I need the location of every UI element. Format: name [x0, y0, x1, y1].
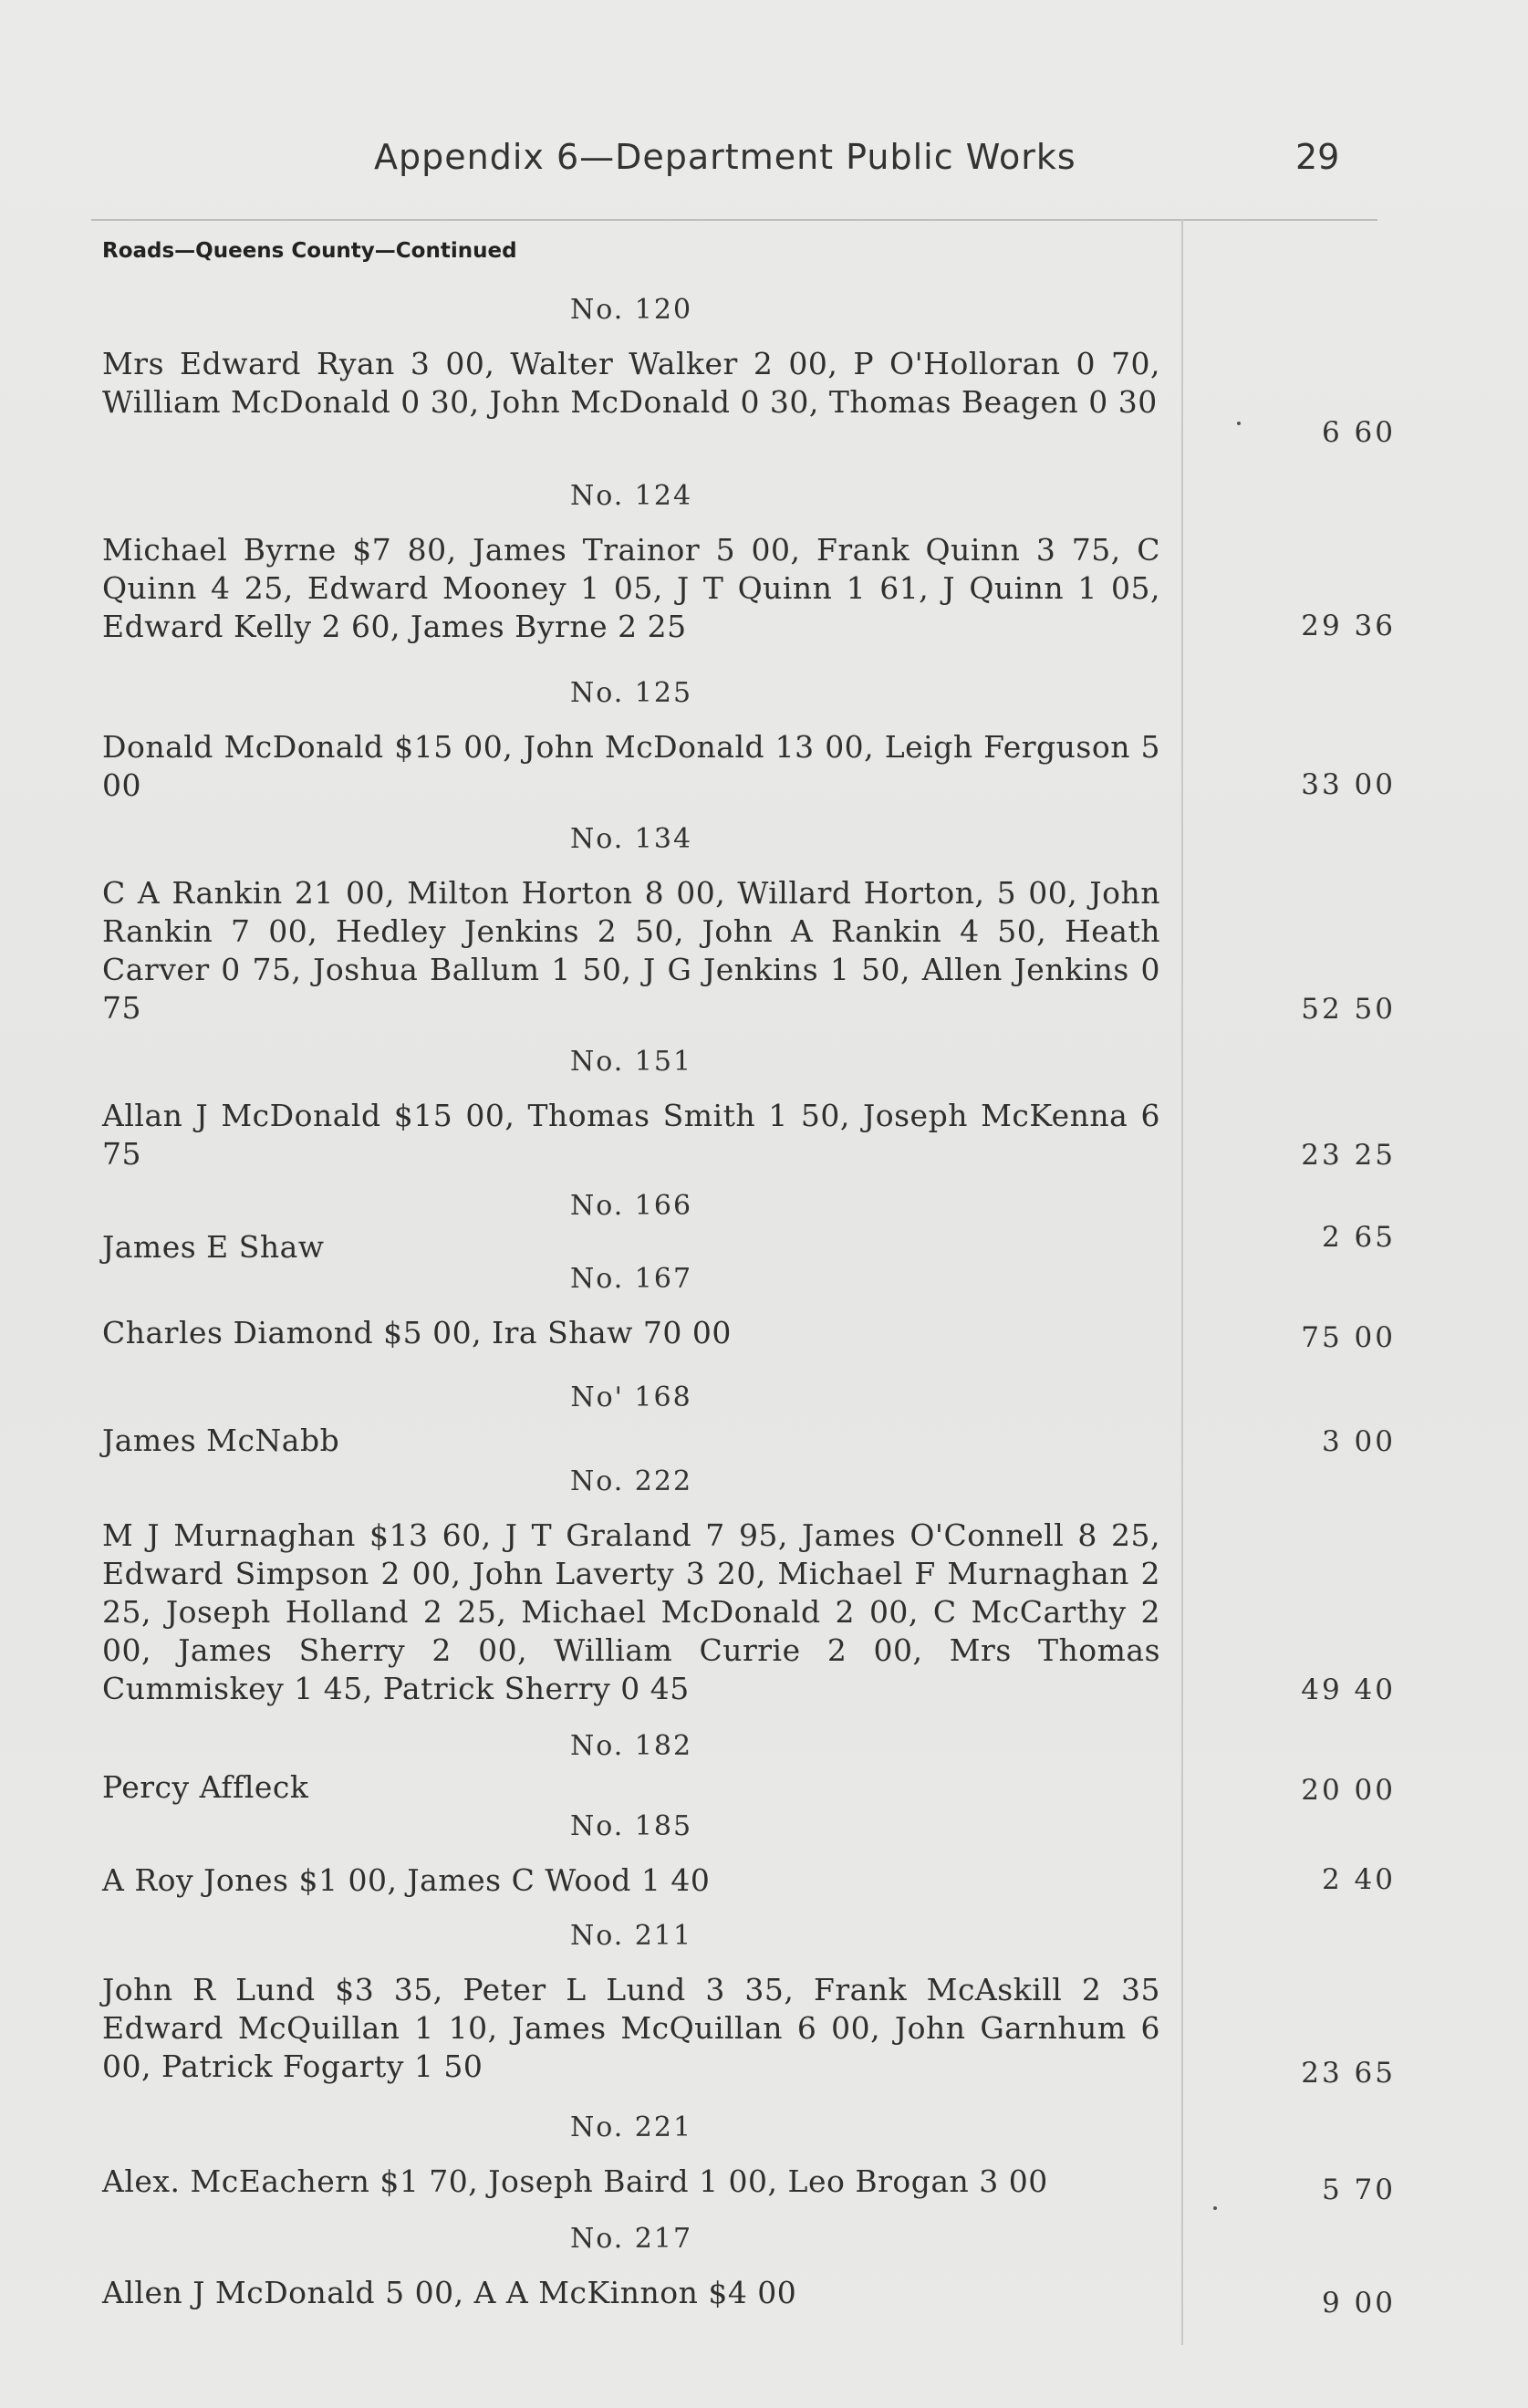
entry-number: No. 221	[569, 2111, 693, 2143]
entry-number: No. 167	[569, 1263, 693, 1295]
entry-text: John R Lund $3 35, Peter L Lund 3 35, Frank McAskill 2 35 Edward McQuillan 1 10, James McQuillan 6 00, John Garnhum 6 00, Patrick Fogarty 1 50	[102, 1972, 1160, 2084]
entry-text: Donald McDonald $15 00, John McDonald 13 00, Leigh Ferguson 5 00	[102, 729, 1160, 803]
entry-185	[102, 1810, 1160, 1900]
entry-text: Allen J McDonald 5 00, A A McKinnon $4 00	[102, 2275, 797, 2310]
entry-amount: 5 70	[1321, 2173, 1396, 2206]
page-header	[0, 137, 1528, 192]
entry-222	[102, 1465, 1160, 1708]
entry-125	[102, 677, 1160, 805]
entry-number: No. 124	[569, 480, 693, 512]
entry-number: No. 120	[569, 294, 693, 326]
entry-text: Charles Diamond $5 00, Ira Shaw 70 00	[102, 1315, 732, 1350]
entry-217	[102, 2223, 1160, 2312]
entry-amount: 33 00	[1301, 768, 1396, 801]
entry-text: Mrs Edward Ryan 3 00, Walter Walker 2 00, P O'Holloran 0 70, William McDonald 0 30, John McDonald 0 30, Thomas Beagen 0 30	[102, 346, 1160, 420]
entry-182	[102, 1730, 1160, 1807]
entry-211	[102, 1920, 1160, 2086]
entry-151	[102, 1046, 1160, 1173]
entry-124	[102, 480, 1160, 646]
entry-amount: 2 40	[1321, 1863, 1396, 1896]
entry-number: No. 217	[569, 2223, 693, 2255]
entry-134	[102, 823, 1160, 1027]
entry-text: Allan J McDonald $15 00, Thomas Smith 1 50, Joseph McKenna 6 75	[102, 1098, 1160, 1172]
entry-number: No' 168	[570, 1381, 692, 1413]
amount-column-rule	[1181, 219, 1183, 2345]
entry-text: Alex. McEachern $1 70, Joseph Baird 1 00, Leo Brogan 3 00	[102, 2163, 1048, 2199]
entry-text: M J Murnaghan $13 60, J T Graland 7 95, James O'Connell 8 25, Edward Simpson 2 00, John Laverty 3 20, Michael F Murnaghan 2 25, Joseph Holland 2 25, Michael McDonald 2 00, C McCarthy 2 00, James Sherry 2 00, William Currie 2 00, Mrs Thomas Cummiskey 1 45, Patrick Sherry 0 45	[102, 1517, 1160, 1706]
entry-amount: 23 65	[1301, 2057, 1396, 2090]
entry-amount: 29 36	[1301, 610, 1396, 642]
entry-amount: 9 00	[1321, 2287, 1396, 2319]
entry-amount: 6 60	[1321, 416, 1396, 449]
entry-amount: 3 00	[1321, 1425, 1396, 1458]
entry-text: James McNabb	[102, 1423, 340, 1458]
entry-text: Michael Byrne $7 80, James Trainor 5 00, Frank Quinn 3 75, C Quinn 4 25, Edward Mooney 1 05, J T Quinn 1 61, J Quinn 1 05, Edward Kelly 2 60, James Byrne 2 25	[102, 532, 1160, 644]
page-title: Appendix 6—Department Public Works	[374, 137, 1076, 177]
entry-167	[102, 1263, 1160, 1352]
entry-number: No. 151	[569, 1046, 693, 1078]
entry-166	[102, 1190, 1160, 1267]
entry-221	[102, 2111, 1160, 2201]
page-number: 29	[1295, 137, 1340, 177]
entry-amount: 49 40	[1301, 1673, 1396, 1706]
entry-amount: 23 25	[1301, 1139, 1396, 1172]
entry-number: No. 166	[569, 1190, 693, 1222]
entry-number: No. 211	[569, 1920, 693, 1952]
entry-text: Percy Affleck	[102, 1769, 309, 1805]
entry-text: James E Shaw	[102, 1229, 325, 1265]
entry-120	[102, 294, 1160, 422]
leader-dot	[1213, 2206, 1217, 2210]
header-rule	[91, 219, 1377, 221]
entry-amount: 20 00	[1301, 1774, 1396, 1807]
section-heading: Roads—Queens County—Continued	[102, 239, 517, 263]
entry-text: C A Rankin 21 00, Milton Horton 8 00, Willard Horton, 5 00, John Rankin 7 00, Hedley Jenkins 2 50, John A Rankin 4 50, Heath Carver 0 75, Joshua Ballum 1 50, J G Jenkins 1 50, Allen Jenkins 0 75	[102, 875, 1160, 1026]
entry-number: No. 134	[569, 823, 693, 855]
entry-amount: 2 65	[1321, 1221, 1396, 1254]
entry-text: A Roy Jones $1 00, James C Wood 1 40	[102, 1862, 711, 1898]
entry-number: No. 185	[569, 1810, 693, 1842]
entry-number: No. 125	[569, 677, 693, 709]
entry-number: No. 222	[569, 1465, 693, 1497]
entry-amount: 75 00	[1301, 1321, 1396, 1354]
entry-168	[102, 1381, 1160, 1460]
entry-amount: 52 50	[1301, 993, 1396, 1026]
entry-number: No. 182	[569, 1730, 693, 1762]
